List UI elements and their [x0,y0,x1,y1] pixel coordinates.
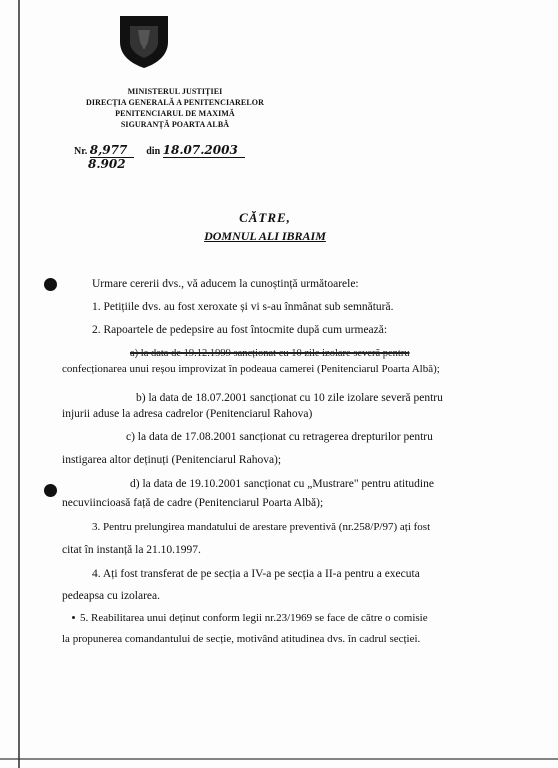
reference-number-secondary: 8.902 [88,157,126,171]
paragraph-1: 1. Petițiile dvs. au fost xeroxate și vi s-au înmânat sub semnătură. [92,301,394,313]
sanction-c-line-2: instigarea altor deținuți (Penitenciarul Rahova); [62,454,282,466]
sanction-a-line-1: a) la data de 19.12.1999 sancționat cu 10 zile izolare severă pentru [130,348,410,359]
paragraph-5-line-2: la propunerea comandantului de secție, motivând atitudinea dvs. în cadrul secției. [62,633,421,645]
paragraph-3-line-2: citat în instanță la 21.10.1997. [62,544,201,556]
sanction-a-line-2: confecționarea unui reșou improvizat în podeaua camerei (Penitenciarul Poarta Albă); [62,363,440,375]
scan-speck [72,616,75,619]
paragraph-3-line-1: 3. Pentru prelungirea mandatului de arestare preventivă (nr.258/P/97) ați fost [92,521,431,533]
sanction-d-line-2: necuviincioasă față de cadre (Penitenciarul Poarta Albă); [62,497,324,509]
intro-paragraph: Urmare cererii dvs., vă aducem la cunoștință următoarele: [92,278,359,290]
sanction-c-line-1: c) la data de 17.08.2001 sancționat cu retragerea drepturilor pentru [126,431,433,443]
paragraph-2: 2. Rapoartele de pedepsire au fost întocmite după cum urmează: [92,324,388,336]
reference-number [74,143,245,158]
sanction-b-line-2: injurii aduse la adresa cadrelor (Penitenciarul Rahova) [62,408,313,420]
penitentiary-line: PENITENCIARUL DE MAXIMĂ [115,109,235,118]
date-label: din [146,146,161,157]
punch-hole-bottom [44,484,57,497]
ministry-line: MINISTERUL JUSTIȚIEI [127,87,223,96]
scan-edge-bottom [0,758,558,760]
date-value: 18.07.2003 [163,143,245,158]
addressee-name: DOMNUL ALI IBRAIM [204,229,326,243]
reference-number-value: 8,977 [90,143,134,158]
scan-edge-left [18,0,20,768]
reference-number-label: Nr. [74,146,88,157]
sanction-d-line-1: d) la data de 19.10.2001 sancționat cu „Mustrare" pentru atitudine [130,478,434,490]
paragraph-4-line-2: pedeapsa cu izolarea. [62,590,161,602]
paragraph-4-line-1: 4. Ați fost transferat de pe secția a IV-a pe secția a II-a pentru a executa [92,568,420,580]
directorate-line: DIRECȚIA GENERALĂ A PENITENCIARELOR [86,98,264,107]
penitentiary-location-line: SIGURANȚĂ POARTA ALBĂ [120,120,230,129]
sanction-b-line-1: b) la data de 18.07.2001 sancționat cu 10 zile izolare severă pentru [136,392,443,404]
coat-of-arms-icon [116,12,172,70]
paragraph-5-line-1: 5. Reabilitarea unui deținut conform legii nr.23/1969 se face de către o comisie [80,612,428,624]
addressee-title: CĂTRE, [239,210,291,225]
punch-hole-top [44,278,57,291]
